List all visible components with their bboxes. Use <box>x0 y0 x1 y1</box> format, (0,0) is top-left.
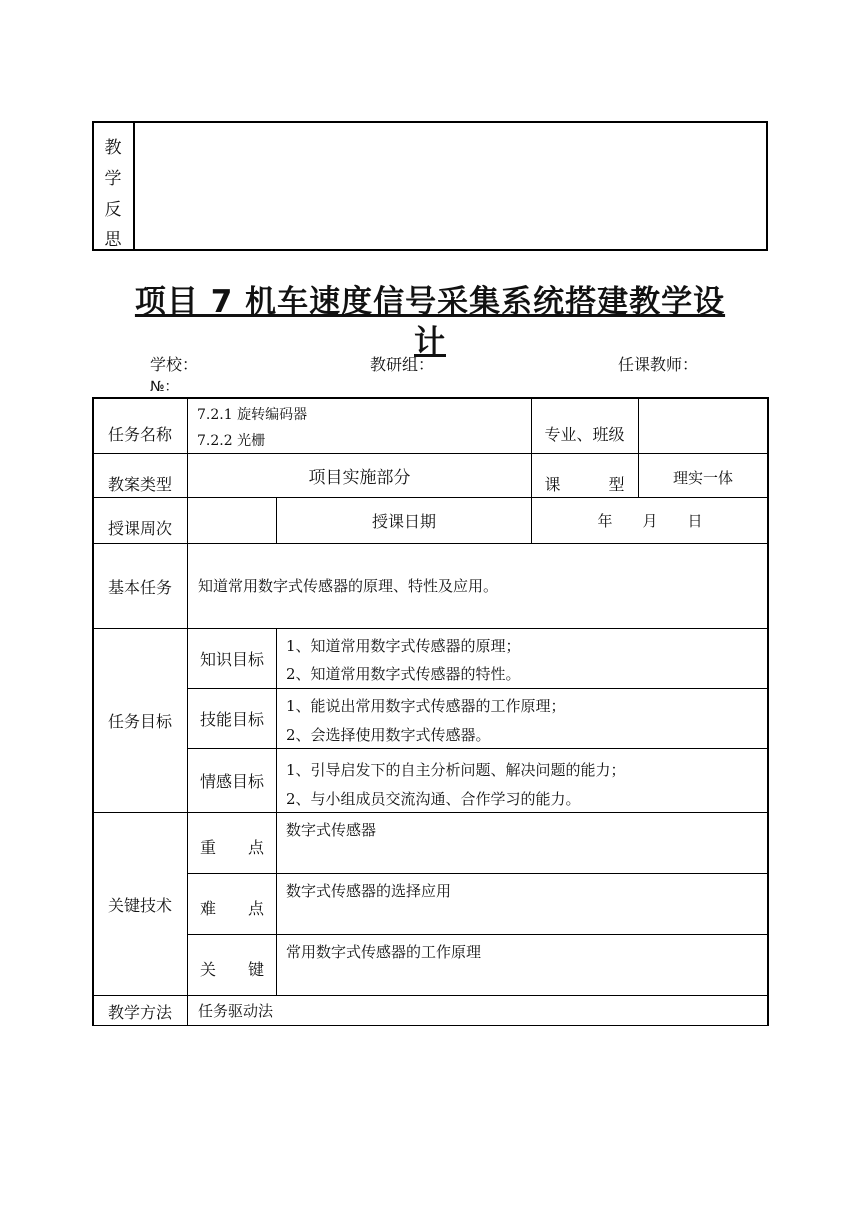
key-point-value: 数字式传感器 <box>286 821 377 839</box>
basic-task-value: 知道常用数字式传感器的原理、特性及应用。 <box>198 576 499 595</box>
col-line <box>276 628 277 995</box>
critical-point-value: 常用数字式传感器的工作原理 <box>286 943 482 961</box>
basic-task-label: 基本任务 <box>107 577 172 597</box>
date-label: 授课日期 <box>371 511 436 531</box>
reflection-label-char: 教 <box>104 138 122 158</box>
teaching-method-label: 教学方法 <box>107 1002 172 1022</box>
teacher-label: 任课教师： <box>618 355 699 374</box>
table-border-right <box>767 397 769 1026</box>
row-line <box>92 453 768 454</box>
task-goal-label: 任务目标 <box>107 712 172 731</box>
task-name-item: 7.2.2 光栅 <box>197 433 266 449</box>
major-class-label: 专业、班级 <box>544 424 625 444</box>
row-line <box>187 873 768 874</box>
knowledge-goal-line: 2、知道常用数字式传感器的特性。 <box>286 665 521 683</box>
difficult-point-label: 难 点 <box>199 898 264 918</box>
reflection-label-char: 反 <box>104 200 122 220</box>
emotion-goal-line: 1、引导启发下的自主分析问题、解决问题的能力； <box>286 761 626 779</box>
reflection-label-char: 思 <box>104 230 122 250</box>
week-label: 授课周次 <box>107 518 172 538</box>
teaching-method-value: 任务驱动法 <box>198 1001 274 1020</box>
school-label: 学校： <box>150 355 199 374</box>
skill-goal-label: 技能目标 <box>199 710 264 729</box>
row-line <box>187 934 768 935</box>
key-point-label: 重 点 <box>199 837 264 857</box>
plan-type-label: 教案类型 <box>107 474 172 494</box>
number-label: №： <box>150 379 179 395</box>
page-title-line2: 计 <box>414 324 446 360</box>
plan-type-value: 项目实施部分 <box>308 467 411 488</box>
key-tech-label: 关键技术 <box>107 895 172 915</box>
skill-goal-line: 2、会选择使用数字式传感器。 <box>286 726 491 744</box>
research-group-label: 教研组： <box>370 355 435 374</box>
emotion-goal-label: 情感目标 <box>199 772 264 791</box>
lesson-type-value: 理实一体 <box>672 468 733 487</box>
difficult-point-value: 数字式传感器的选择应用 <box>286 882 452 900</box>
knowledge-goal-label: 知识目标 <box>199 650 264 669</box>
page-title-line1: 项目 7 机车速度信号采集系统搭建教学设 <box>134 284 726 320</box>
week-value <box>188 498 276 543</box>
task-name-label: 任务名称 <box>107 424 172 444</box>
major-class-value <box>639 398 767 453</box>
task-name-item: 7.2.1 旋转编码器 <box>197 407 308 423</box>
lesson-type-label: 课 型 <box>544 474 625 494</box>
critical-point-label: 关 键 <box>199 959 264 979</box>
date-value: 年 月 日 <box>597 511 703 530</box>
reflection-box <box>92 121 768 251</box>
knowledge-goal-line: 1、知道常用数字式传感器的原理； <box>286 637 521 655</box>
emotion-goal-line: 2、与小组成员交流沟通、合作学习的能力。 <box>286 790 581 808</box>
reflection-label-char: 学 <box>104 169 122 189</box>
skill-goal-line: 1、能说出常用数字式传感器的工作原理； <box>286 697 566 715</box>
